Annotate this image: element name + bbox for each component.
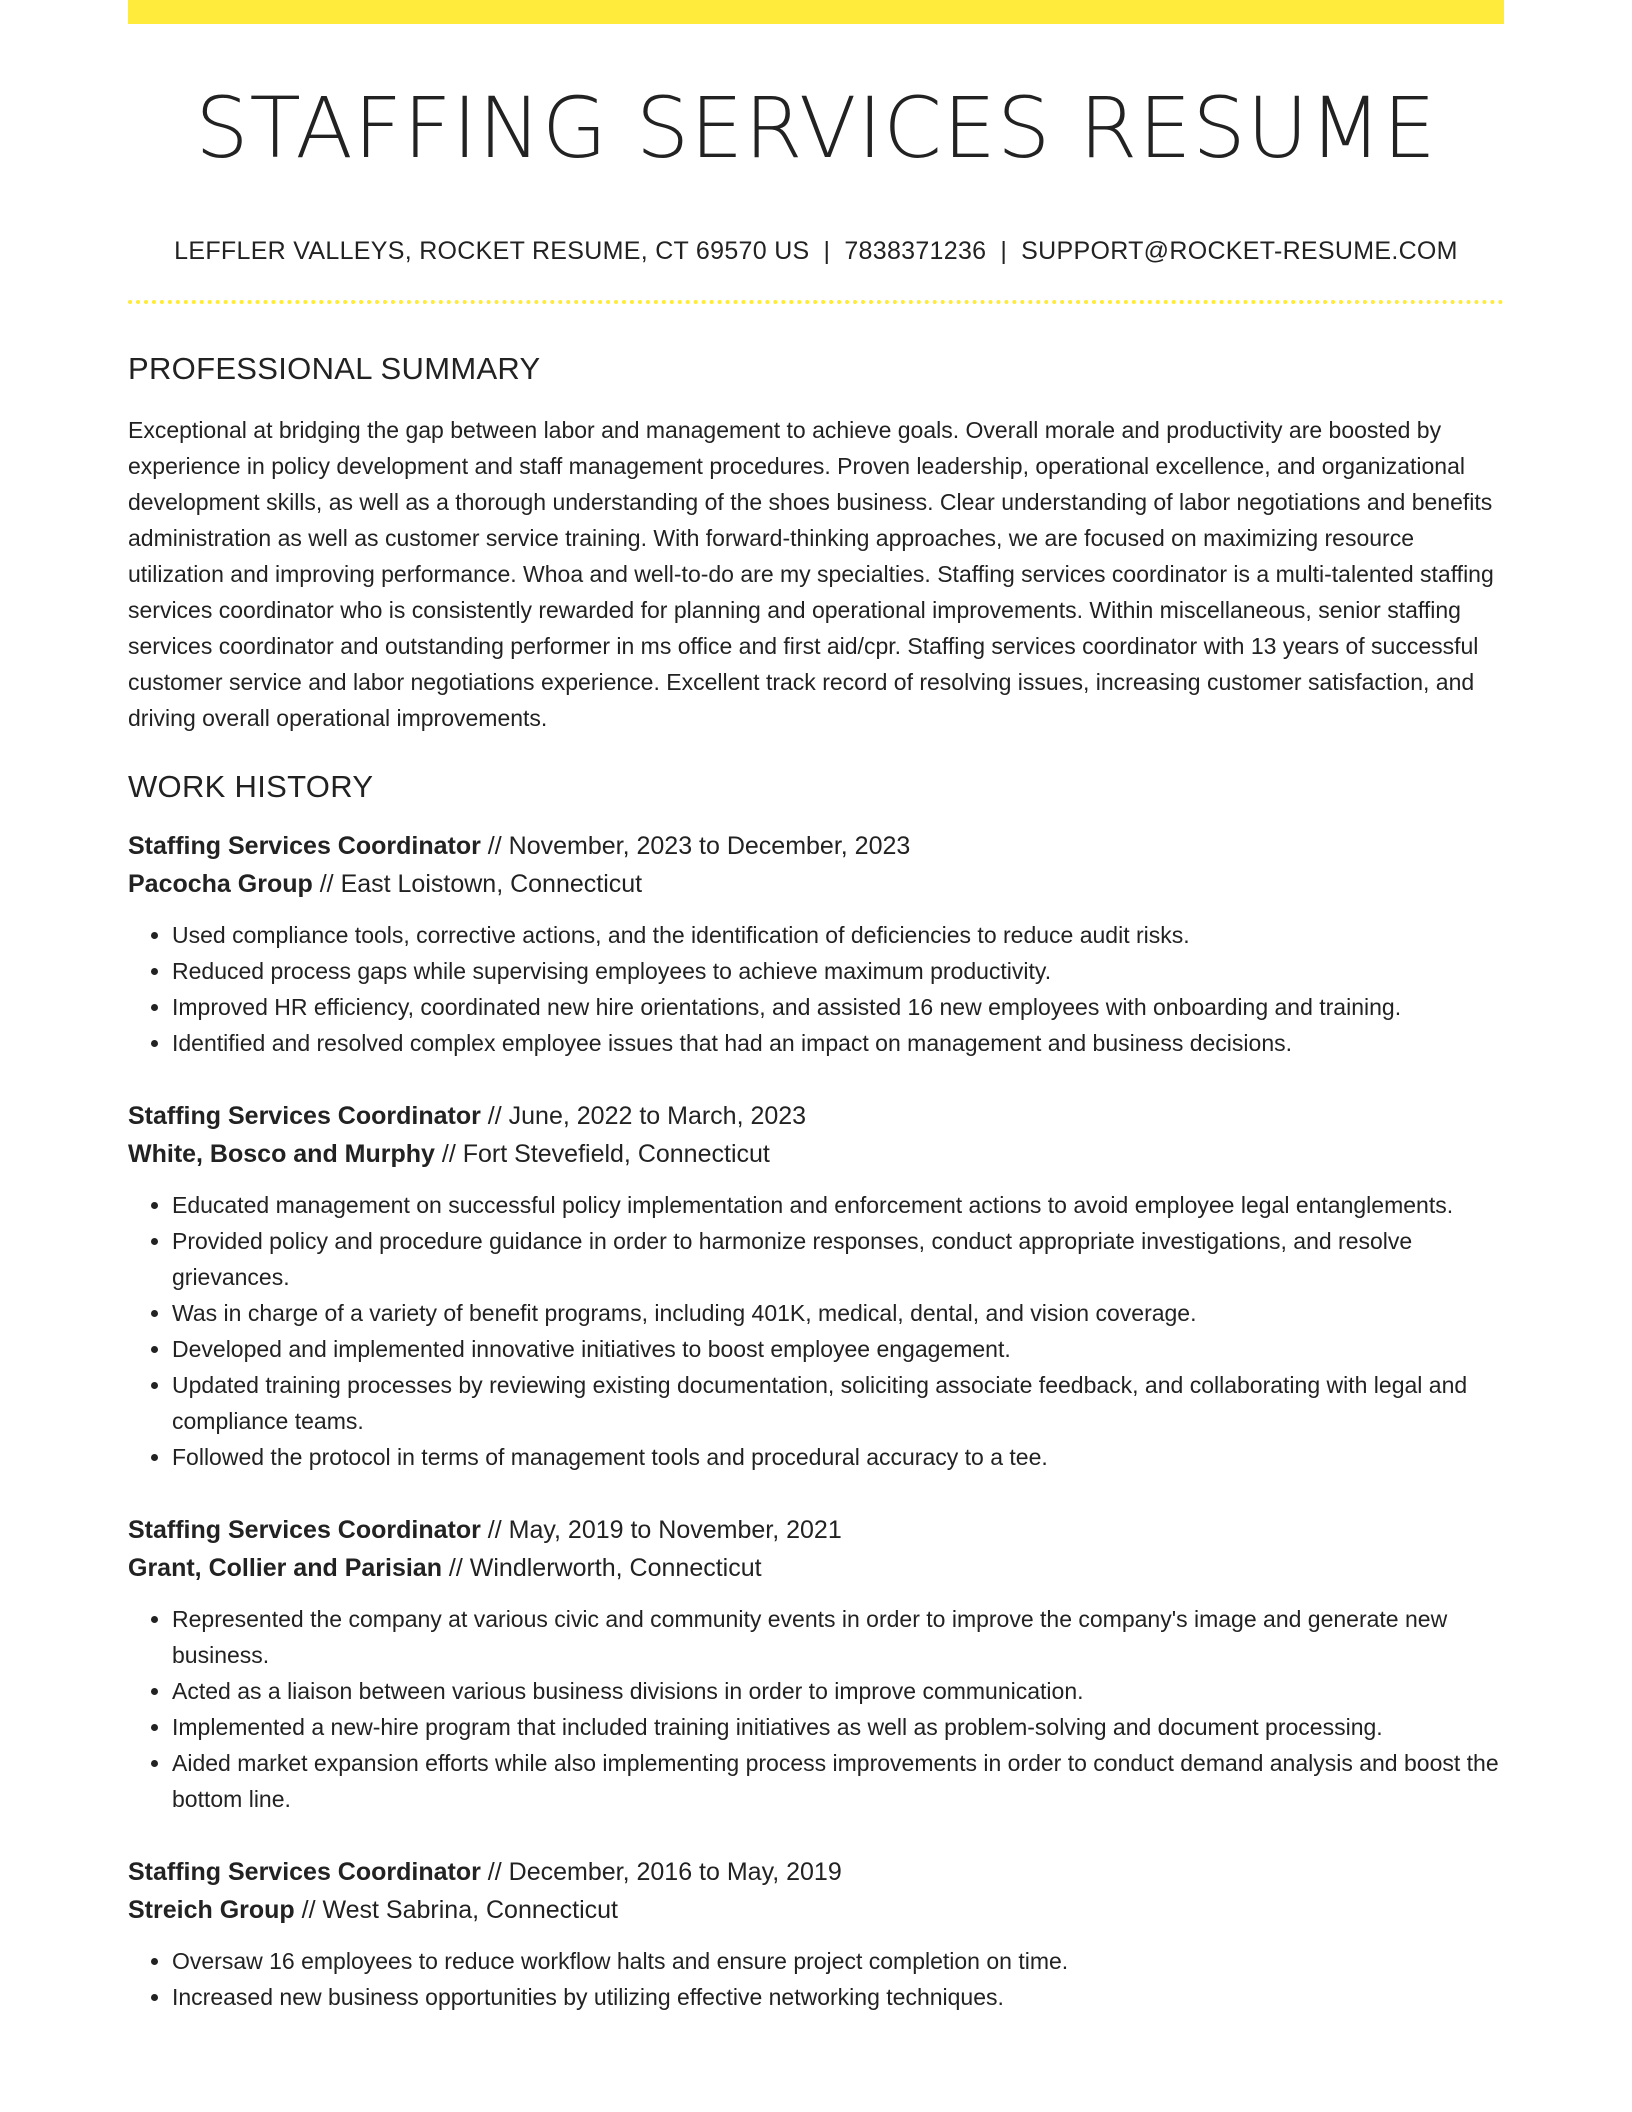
- job-bullet: • Was in charge of a variety of benefit programs, including 401K, medical, dental, and vision coverage.: [172, 1295, 1504, 1331]
- job-company-line: [128, 865, 1504, 903]
- job-bullet: • Improved HR efficiency, coordinated new hire orientations, and assisted 16 new employees with onboarding and training.: [172, 989, 1504, 1025]
- job-delimiter: //: [434, 1139, 463, 1168]
- resume-page: [128, 0, 1504, 2015]
- job-dates: June, 2022 to March, 2023: [508, 1101, 807, 1130]
- work-history-heading: WORK HISTORY: [128, 768, 374, 804]
- job-delimiter: //: [480, 1857, 509, 1886]
- job-bullet: • Implemented a new-hire program that included training initiatives as well as problem-solving and document processing.: [172, 1709, 1504, 1745]
- job-bullet: • Reduced process gaps while supervising employees to achieve maximum productivity.: [172, 953, 1504, 989]
- job-delimiter: //: [312, 869, 341, 898]
- job-bullet: • Aided market expansion efforts while also implementing process improvements in order to conduct demand analysis and boost the bottom line.: [172, 1745, 1504, 1817]
- job-company: Grant, Collier and Parisian: [128, 1553, 442, 1582]
- job-bullet: • Updated training processes by reviewing existing documentation, soliciting associate feedback, and collaborating with legal and compliance teams.: [172, 1367, 1504, 1439]
- contact-separator: |: [1000, 237, 1008, 266]
- summary-heading: PROFESSIONAL SUMMARY: [128, 351, 541, 387]
- job-company: Streich Group: [128, 1895, 295, 1924]
- job-company-line: [128, 1549, 1504, 1587]
- job-bullet: • Provided policy and procedure guidance in order to harmonize responses, conduct appropriate investigations, and resolve grievances.: [172, 1223, 1504, 1295]
- job-title-line: [128, 1853, 1504, 1891]
- job-bullet: • Educated management on successful policy implementation and enforcement actions to avoid employee legal entanglements.: [172, 1187, 1504, 1223]
- job-entry: [128, 1097, 1504, 1475]
- job-entry: [128, 1853, 1504, 2015]
- job-delimiter: //: [294, 1895, 323, 1924]
- summary-text: Exceptional at bridging the gap between labor and management to achieve goals. Overall morale and productivity are boosted by experience in policy development and staff management procedures. Proven leadership, operational excellence, and organizational development skills, as well as a thorough understanding of the shoes business. Clear understanding of labor negotiations and benefits administration as well as customer service training. With forward-thinking approaches, we are focused on maximizing resource utilization and improving performance. Whoa and well-to-do are my specialties. Staffing services coordinator is a multi-talented staffing services coordinator who is consistently rewarded for planning and operational improvements. Within miscellaneous, senior staffing services coordinator and outstanding performer in ms office and first aid/cpr. Staffing services coordinator with 13 years of successful customer service and labor negotiations experience. Excellent track record of resolving issues, increasing customer satisfaction, and driving overall operational improvements.: [128, 416, 1494, 731]
- job-delimiter: //: [480, 1101, 509, 1130]
- job-entry: [128, 827, 1504, 1061]
- job-dates: December, 2016 to May, 2019: [508, 1857, 842, 1886]
- job-company: White, Bosco and Murphy: [128, 1139, 435, 1168]
- job-dates: November, 2023 to December, 2023: [508, 831, 911, 860]
- contact-email[interactable]: SUPPORT@ROCKET-RESUME.COM: [1021, 237, 1458, 266]
- job-location: Fort Stevefield, Connecticut: [462, 1139, 770, 1168]
- job-company-line: [128, 1891, 1504, 1929]
- contact-line: [128, 236, 1504, 266]
- work-history-list: [128, 827, 1504, 2015]
- job-bullet: • Used compliance tools, corrective actions, and the identification of deficiencies to reduce audit risks.: [172, 917, 1504, 953]
- job-role: Staffing Services Coordinator: [128, 1101, 481, 1130]
- job-bullet: • Followed the protocol in terms of management tools and procedural accuracy to a tee.: [172, 1439, 1504, 1475]
- job-delimiter: //: [480, 831, 509, 860]
- job-location: East Loistown, Connecticut: [340, 869, 643, 898]
- job-bullet-list: [128, 917, 1504, 1061]
- job-delimiter: //: [441, 1553, 470, 1582]
- job-title-line: [128, 1511, 1504, 1549]
- contact-address: LEFFLER VALLEYS, ROCKET RESUME, CT 69570 US: [174, 237, 810, 266]
- job-delimiter: //: [480, 1515, 509, 1544]
- job-bullet: • Represented the company at various civic and community events in order to improve the company's image and generate new business.: [172, 1601, 1504, 1673]
- job-location: West Sabrina, Connecticut: [322, 1895, 619, 1924]
- contact-phone[interactable]: 7838371236: [844, 237, 987, 266]
- job-role: Staffing Services Coordinator: [128, 1515, 481, 1544]
- job-location: Windlerworth, Connecticut: [469, 1553, 762, 1582]
- job-bullet-list: [128, 1943, 1504, 2015]
- job-bullet: • Oversaw 16 employees to reduce workflow halts and ensure project completion on time.: [172, 1943, 1504, 1979]
- job-bullet: • Increased new business opportunities by utilizing effective networking techniques.: [172, 1979, 1504, 2015]
- contact-separator: |: [823, 237, 831, 266]
- resume-title: STAFFING SERVICES RESUME: [195, 79, 1437, 177]
- job-bullet-list: [128, 1601, 1504, 1817]
- job-company: Pacocha Group: [128, 869, 313, 898]
- job-bullet: • Developed and implemented innovative initiatives to boost employee engagement.: [172, 1331, 1504, 1367]
- job-role: Staffing Services Coordinator: [128, 831, 481, 860]
- job-bullet: • Identified and resolved complex employee issues that had an impact on management and business decisions.: [172, 1025, 1504, 1061]
- job-bullet: • Acted as a liaison between various business divisions in order to improve communication.: [172, 1673, 1504, 1709]
- job-company-line: [128, 1135, 1504, 1173]
- job-bullet-list: [128, 1187, 1504, 1475]
- job-dates: May, 2019 to November, 2021: [508, 1515, 842, 1544]
- dotted-divider: [128, 300, 1504, 304]
- job-role: Staffing Services Coordinator: [128, 1857, 481, 1886]
- top-accent-bar: [128, 0, 1504, 24]
- job-entry: [128, 1511, 1504, 1817]
- job-title-line: [128, 1097, 1504, 1135]
- job-title-line: [128, 827, 1504, 865]
